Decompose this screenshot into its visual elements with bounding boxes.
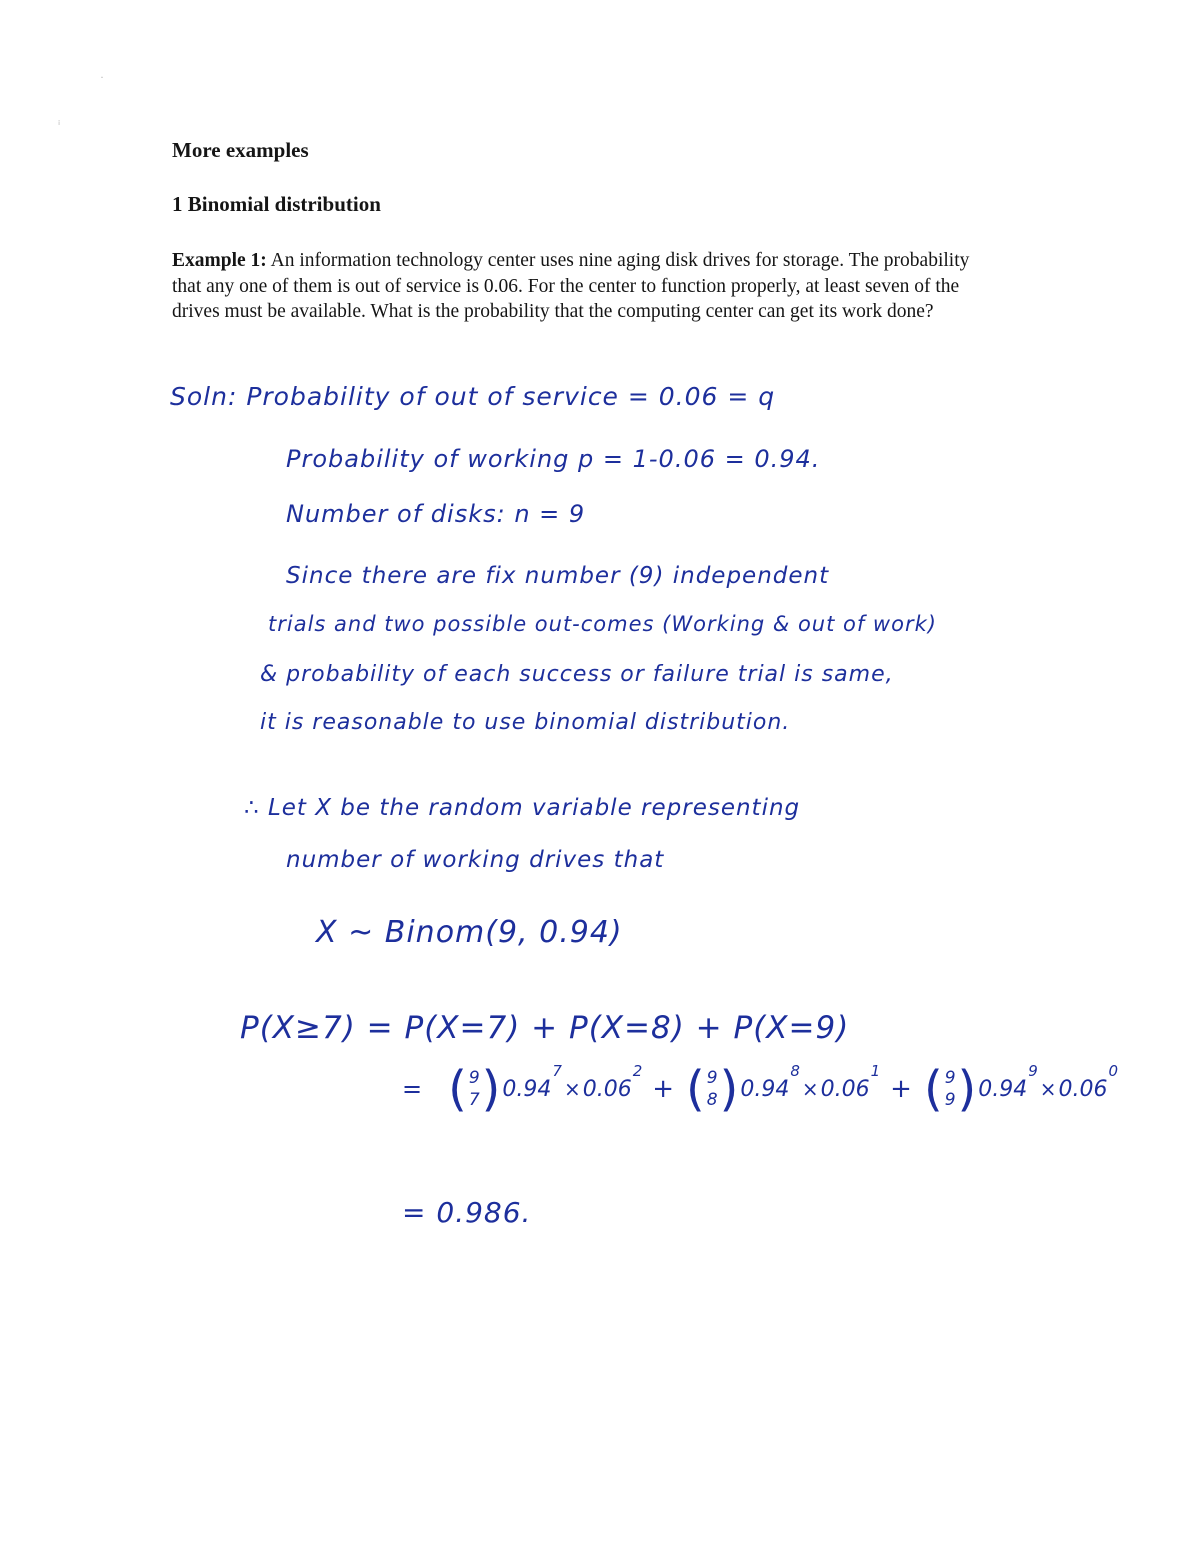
justification-line-2: trials and two possible out-comes (Working & out of work) — [268, 612, 937, 636]
failure-exponent: 2 — [632, 1062, 643, 1080]
example-problem — [172, 248, 1002, 325]
times-sign: × — [801, 1077, 819, 1101]
justification-line-1: Since there are fix number (9) independent — [286, 563, 830, 589]
times-sign: × — [1039, 1077, 1057, 1101]
random-variable-line-1: ∴ Let X be the random variable representing — [244, 795, 801, 821]
failure-prob: 0.06 — [582, 1076, 632, 1102]
equals-sign: = — [402, 1075, 423, 1103]
random-variable-line-2: number of working drives that — [286, 847, 665, 873]
failure-prob: 0.06 — [1058, 1076, 1108, 1102]
binom-n: 9 — [468, 1068, 480, 1088]
success-exponent: 8 — [790, 1062, 800, 1080]
final-result: = 0.986. — [402, 1196, 532, 1229]
example-label: Example 1: — [172, 250, 267, 271]
failure-prob: 0.06 — [820, 1076, 870, 1102]
binomial-coefficient: ( 9 7 ) — [448, 1061, 501, 1117]
success-prob: 0.94 — [978, 1076, 1028, 1102]
page-heading: More examples — [172, 138, 309, 162]
binomial-coefficient: ( 9 8 ) — [686, 1061, 739, 1117]
probability-sum-line: P(X≥7) = P(X=7) + P(X=8) + P(X=9) — [240, 1010, 850, 1046]
solution-q-line: Soln: Probability of out of service = 0.06 = q — [170, 382, 776, 411]
success-prob: 0.94 — [502, 1076, 552, 1102]
success-exponent: 9 — [1028, 1062, 1038, 1080]
success-prob: 0.94 — [740, 1076, 790, 1102]
justification-line-3: & probability of each success or failure trial is same, — [260, 662, 894, 687]
example-text: An information technology center uses nine aging disk drives for storage. The probability that any one of them is out of service is 0.06. For the center to function properly, at least seven of the drives must be available. What is the probability that the computing center can get its work done? — [172, 250, 970, 322]
binom-k: 9 — [944, 1090, 956, 1110]
binom-k: 8 — [706, 1090, 718, 1110]
failure-exponent: 1 — [870, 1062, 881, 1080]
binom-k: 7 — [468, 1090, 480, 1110]
scan-speck: ⁱ — [58, 118, 61, 132]
plus-sign: + — [652, 1074, 675, 1104]
justification-line-4: it is reasonable to use binomial distribution. — [260, 710, 791, 735]
times-sign: × — [563, 1077, 581, 1101]
section-title: 1 Binomial distribution — [172, 192, 381, 216]
binomial-coefficient: ( 9 9 ) — [923, 1061, 977, 1117]
binom-n: 9 — [944, 1068, 956, 1088]
binom-n: 9 — [706, 1068, 718, 1088]
binomial-expansion — [402, 1061, 1119, 1117]
scan-speck: · — [100, 70, 104, 84]
failure-exponent: 0 — [1108, 1062, 1119, 1080]
solution-p-line: Probability of working p = 1-0.06 = 0.94. — [286, 445, 821, 473]
plus-sign: + — [890, 1074, 912, 1104]
success-exponent: 7 — [552, 1062, 562, 1080]
distribution-line: X ~ Binom(9, 0.94) — [316, 915, 623, 950]
solution-n-line: Number of disks: n = 9 — [286, 500, 586, 528]
